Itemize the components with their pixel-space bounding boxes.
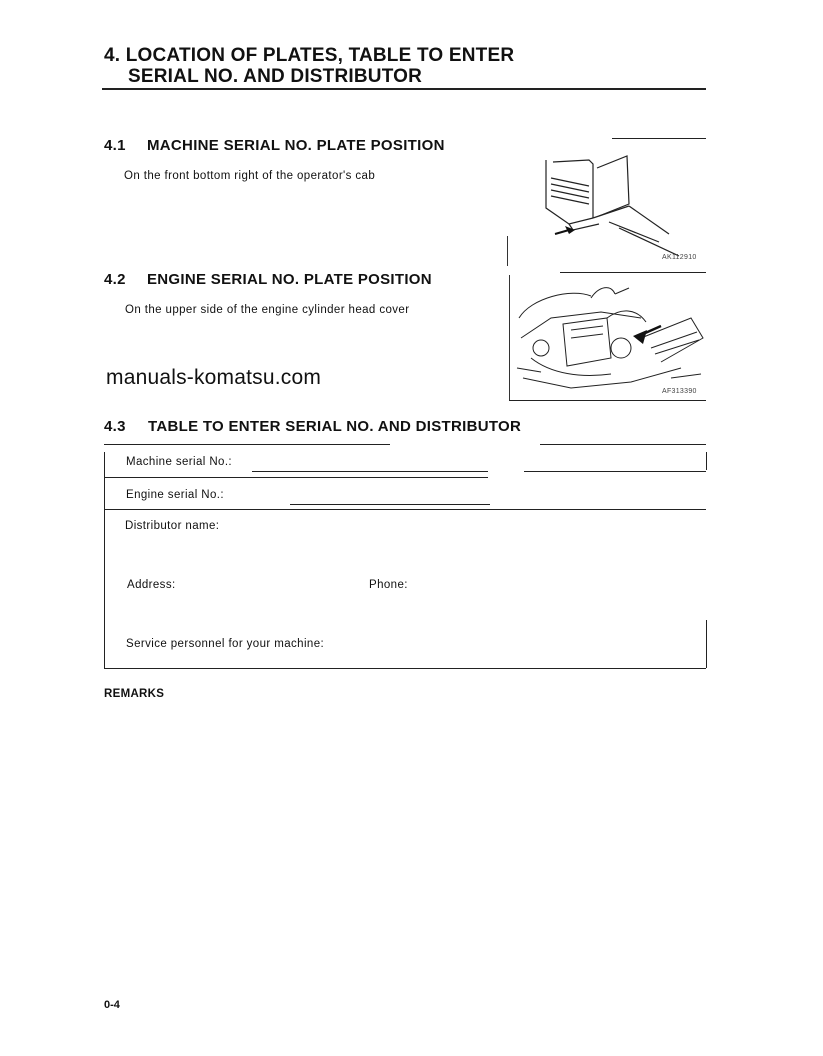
engine-serial-label: Engine serial No.: (126, 489, 224, 501)
section-4-1-number: 4.1 (104, 137, 126, 154)
table-bottom-border (104, 668, 706, 669)
phone-label: Phone: (369, 579, 408, 591)
remarks-heading: REMARKS (104, 688, 165, 700)
page-title-line1: 4. LOCATION OF PLATES, TABLE TO ENTER (104, 45, 515, 66)
section-4-2-number: 4.2 (104, 271, 126, 288)
page-number: 0-4 (104, 999, 120, 1011)
section-4-2-text: On the upper side of the engine cylinder head cover (125, 304, 410, 316)
section-4-3-title: TABLE TO ENTER SERIAL NO. AND DISTRIBUTOR (148, 418, 522, 435)
distributor-name-label: Distributor name: (125, 520, 220, 532)
machine-serial-label: Machine serial No.: (126, 456, 233, 468)
figure-1-id: AK112910 (662, 254, 697, 261)
address-label: Address: (127, 579, 176, 591)
machine-serial-field[interactable] (252, 471, 488, 472)
cab-illustration (509, 150, 706, 265)
table-left-border (104, 452, 105, 668)
section-4-1-text: On the front bottom right of the operator's cab (124, 170, 376, 182)
figure-2-frame (509, 275, 510, 401)
section-4-3-number: 4.3 (104, 418, 126, 435)
service-personnel-label: Service personnel for your machine: (126, 638, 325, 650)
title-underline (102, 88, 706, 90)
figure-2-id: AF313390 (662, 388, 697, 395)
figure-1-top-rule (612, 138, 706, 139)
engine-serial-field[interactable] (290, 504, 490, 505)
page-title-line2: SERIAL NO. AND DISTRIBUTOR (128, 66, 423, 87)
figure-2-top-rule (560, 272, 706, 273)
section-4-1-title: MACHINE SERIAL NO. PLATE POSITION (147, 137, 445, 154)
figure-1-frame (507, 236, 508, 266)
engine-illustration (511, 278, 705, 398)
watermark-text: manuals-komatsu.com (106, 366, 322, 389)
figure-2-bottom-rule (509, 400, 706, 401)
section-4-2-title: ENGINE SERIAL NO. PLATE POSITION (147, 271, 432, 288)
